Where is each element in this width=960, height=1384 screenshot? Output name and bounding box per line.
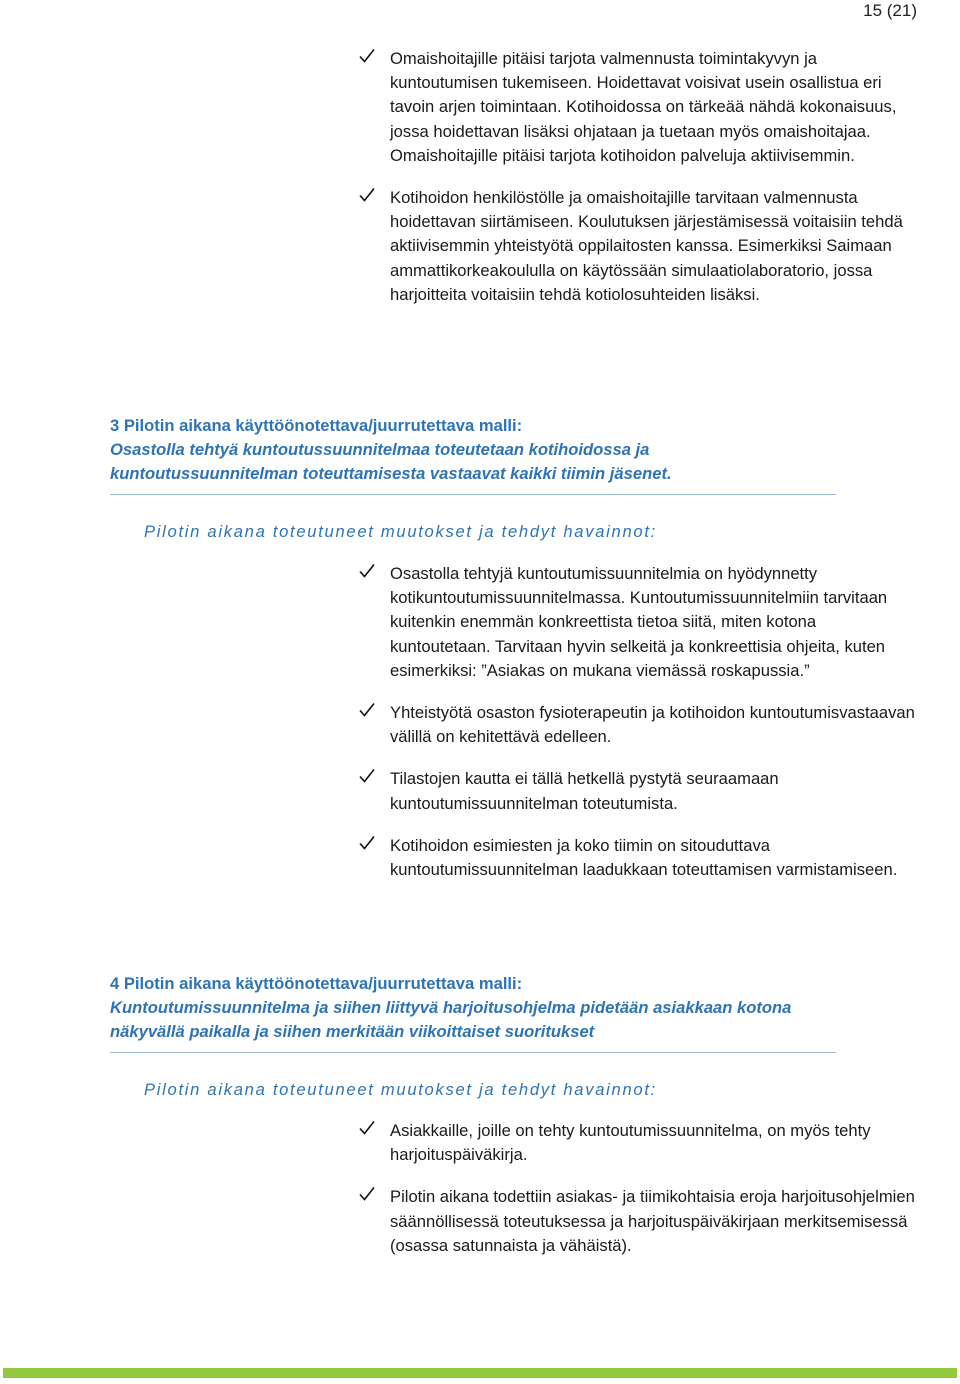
checkmark-icon bbox=[358, 1185, 376, 1203]
checkmark-icon bbox=[358, 1119, 376, 1137]
top-checklist bbox=[358, 47, 918, 307]
checkmark-icon bbox=[358, 562, 376, 580]
list-item-text: Omaishoitajille pitäisi tarjota valmennusta toimintakyvyn ja kuntoutumisen tukemiseen. Hoidettavat voisivat usein osallistua eri tavoin arjen toimintaan. Kotihoidossa on tärkeää nähdä kokonaisuus, jossa hoidettavan lisäksi ohjataan ja tuetaan myös omaishoitajaa. Omaishoitajille pitäisi tarjota kotihoidon palveluja aktiivisemmin. bbox=[390, 49, 897, 165]
checkmark-icon bbox=[358, 701, 376, 719]
section-4-heading bbox=[110, 972, 836, 1053]
list-item-text: Kotihoidon henkilöstölle ja omaishoitajille tarvitaan valmennusta hoidettavan siirtämiseen. Koulutuksen järjestämisessä voitaisiin tehdä aktiivisemmin yhteistyötä oppilaitosten kanssa. Esimerkiksi Saimaan ammattikorkeakoululla on käytössään simulaatiolaboratorio, jossa harjoitteita voitaisiin tehdä kotiolosuhteiden lisäksi. bbox=[390, 188, 903, 304]
list-item bbox=[358, 47, 918, 168]
list-item-text: Osastolla tehtyjä kuntoutumissuunnitelmia on hyödynnetty kotikuntoutumissuunnitelmassa. Kuntoutumissuunnitelmiin tarvitaan kuitenkin enemmän konkreettista tietoa siitä, miten kotona kuntoutetaan. Tarvitaan hyvin selkeitä ja konkreettisia ohjeita, kuten esimerkiksi: ”Asiakas on mukana viemässä roskapussia.” bbox=[390, 564, 888, 680]
section-3-heading bbox=[110, 414, 836, 495]
list-item-text: Tilastojen kautta ei tällä hetkellä pystytä seuraamaan kuntoutumissuunnitelman toteutumista. bbox=[390, 769, 779, 813]
checkmark-icon bbox=[358, 47, 376, 65]
list-item-text: Pilotin aikana todettiin asiakas- ja tiimikohtaisia eroja harjoitusohjelmien säännöllisessä toteutuksessa ja harjoituspäiväkirjaan merkitsemisessä (osassa satunnaista ja vähäistä). bbox=[390, 1187, 915, 1255]
list-item bbox=[358, 834, 918, 882]
list-item bbox=[358, 186, 918, 307]
list-item-text: Kotihoidon esimiesten ja koko tiimin on sitouduttava kuntoutumissuunnitelman laadukkaan toteuttamisen varmistamiseen. bbox=[390, 835, 898, 880]
section-4-model: Kuntoutumissuunnitelma ja siihen liittyvä harjoitusohjelma pidetään asiakkaan kotona näkyvällä paikalla ja siihen merkitään viikoittaiset suoritukset bbox=[110, 998, 792, 1042]
list-item-text: Yhteistyötä osaston fysioterapeutin ja kotihoidon kuntoutumisvastaavan välillä on kehitettävä edelleen. bbox=[390, 703, 915, 747]
checkmark-icon bbox=[358, 767, 376, 785]
section-4-subheading: Pilotin aikana toteutuneet muutokset ja tehdyt havainnot: bbox=[144, 1080, 657, 1099]
checkmark-icon bbox=[358, 834, 376, 852]
list-item bbox=[358, 767, 918, 815]
section-3-title: 3 Pilotin aikana käyttöönotettava/juurrutettava malli: bbox=[110, 416, 523, 435]
list-item-text: Asiakkaille, joille on tehty kuntoutumissuunnitelma, on myös tehty harjoituspäiväkirja. bbox=[390, 1121, 871, 1165]
list-item bbox=[358, 1119, 918, 1167]
list-item bbox=[358, 1185, 918, 1258]
section-3-model: Osastolla tehtyä kuntoutussuunnitelmaa toteutetaan kotihoidossa ja kuntoutussuunnitelman toteuttamisesta vastaavat kaikki tiimin jäsenet. bbox=[110, 440, 672, 484]
section-3-subheading: Pilotin aikana toteutuneet muutokset ja tehdyt havainnot: bbox=[144, 522, 657, 541]
list-item bbox=[358, 701, 918, 749]
page-number: 15 (21) bbox=[863, 1, 917, 20]
checkmark-icon bbox=[358, 186, 376, 204]
section-4-title: 4 Pilotin aikana käyttöönotettava/juurrutettava malli: bbox=[110, 974, 523, 993]
section-4-checklist bbox=[358, 1119, 918, 1258]
list-item bbox=[358, 562, 918, 683]
section-3-checklist bbox=[358, 562, 918, 882]
footer-bar bbox=[3, 1368, 957, 1378]
